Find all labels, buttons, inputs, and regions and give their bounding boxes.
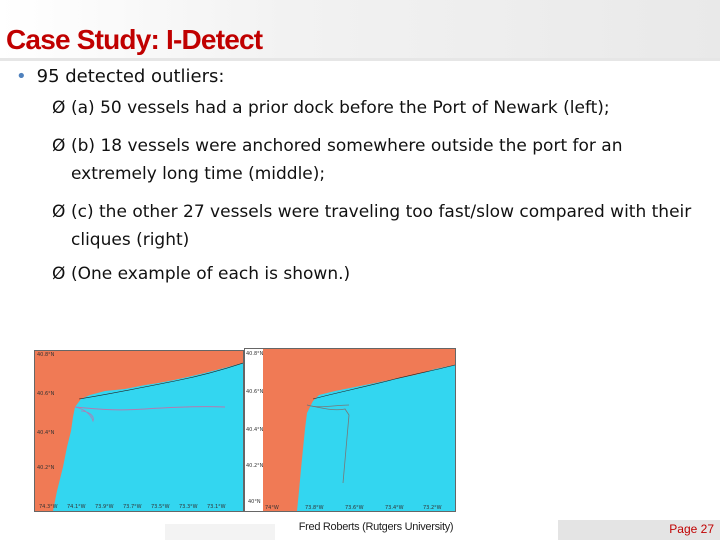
slide-title: Case Study: I-Detect [6, 24, 263, 55]
arrow-bullet-icon: Ø [52, 202, 66, 222]
y-tick: 40.4°N [246, 427, 264, 433]
y-tick: 40.4°N [37, 430, 55, 436]
sub-bullet-text: (a) 50 vessels had a prior dock before the Port of Newark (left); [71, 98, 610, 118]
arrow-bullet-icon: Ø [52, 264, 66, 284]
sub-bullet-b [52, 132, 712, 188]
sub-bullet-c [52, 198, 712, 254]
x-tick: 73.6°W [345, 505, 364, 511]
x-tick: 74.3°W [39, 504, 58, 510]
y-tick: 40.6°N [37, 391, 55, 397]
footer-right-band [558, 520, 720, 540]
x-tick: 73.1°W [207, 504, 226, 510]
x-tick: 73.9°W [95, 504, 114, 510]
map-middle-anchored [244, 348, 456, 512]
map-left-image [35, 351, 243, 511]
x-tick: 74.1°W [67, 504, 86, 510]
sub-bullet-text: (b) 18 vessels were anchored somewhere outside the port for an extremely long time (middle); [71, 136, 623, 184]
y-tick: 40.2°N [37, 465, 55, 471]
page-number: Page 27 [669, 522, 714, 536]
y-tick: 40.6°N [246, 389, 264, 395]
footer-credit: Fred Roberts (Rutgers University) [298, 521, 454, 533]
arrow-bullet-icon: Ø [52, 98, 66, 118]
map-middle-image [245, 349, 455, 511]
y-tick: 40.2°N [246, 463, 264, 469]
x-tick: 73.8°W [305, 505, 324, 511]
x-tick: 74°W [265, 505, 279, 511]
x-tick: 73.7°W [123, 504, 142, 510]
y-tick: 40°N [248, 499, 261, 505]
title-divider [0, 58, 720, 61]
y-tick: 40.8°N [246, 351, 264, 357]
x-tick: 73.2°W [423, 505, 442, 511]
bullet-dot-icon: • [16, 66, 27, 87]
x-tick: 73.5°W [151, 504, 170, 510]
sub-bullet-text: (c) the other 27 vessels were traveling too fast/slow compared with their cliques (right) [71, 202, 692, 250]
x-tick: 73.3°W [179, 504, 198, 510]
sub-bullet-a [52, 94, 712, 122]
bullet-main-text: 95 detected outliers: [36, 66, 225, 87]
map-left-prior-dock [34, 350, 244, 512]
arrow-bullet-icon: Ø [52, 136, 66, 156]
y-tick: 40.8°N [37, 352, 55, 358]
sub-bullet-d [52, 260, 712, 288]
bullet-main [16, 64, 224, 90]
slide-footer [0, 520, 720, 540]
x-tick: 73.4°W [385, 505, 404, 511]
sub-bullet-text: (One example of each is shown.) [71, 264, 351, 284]
